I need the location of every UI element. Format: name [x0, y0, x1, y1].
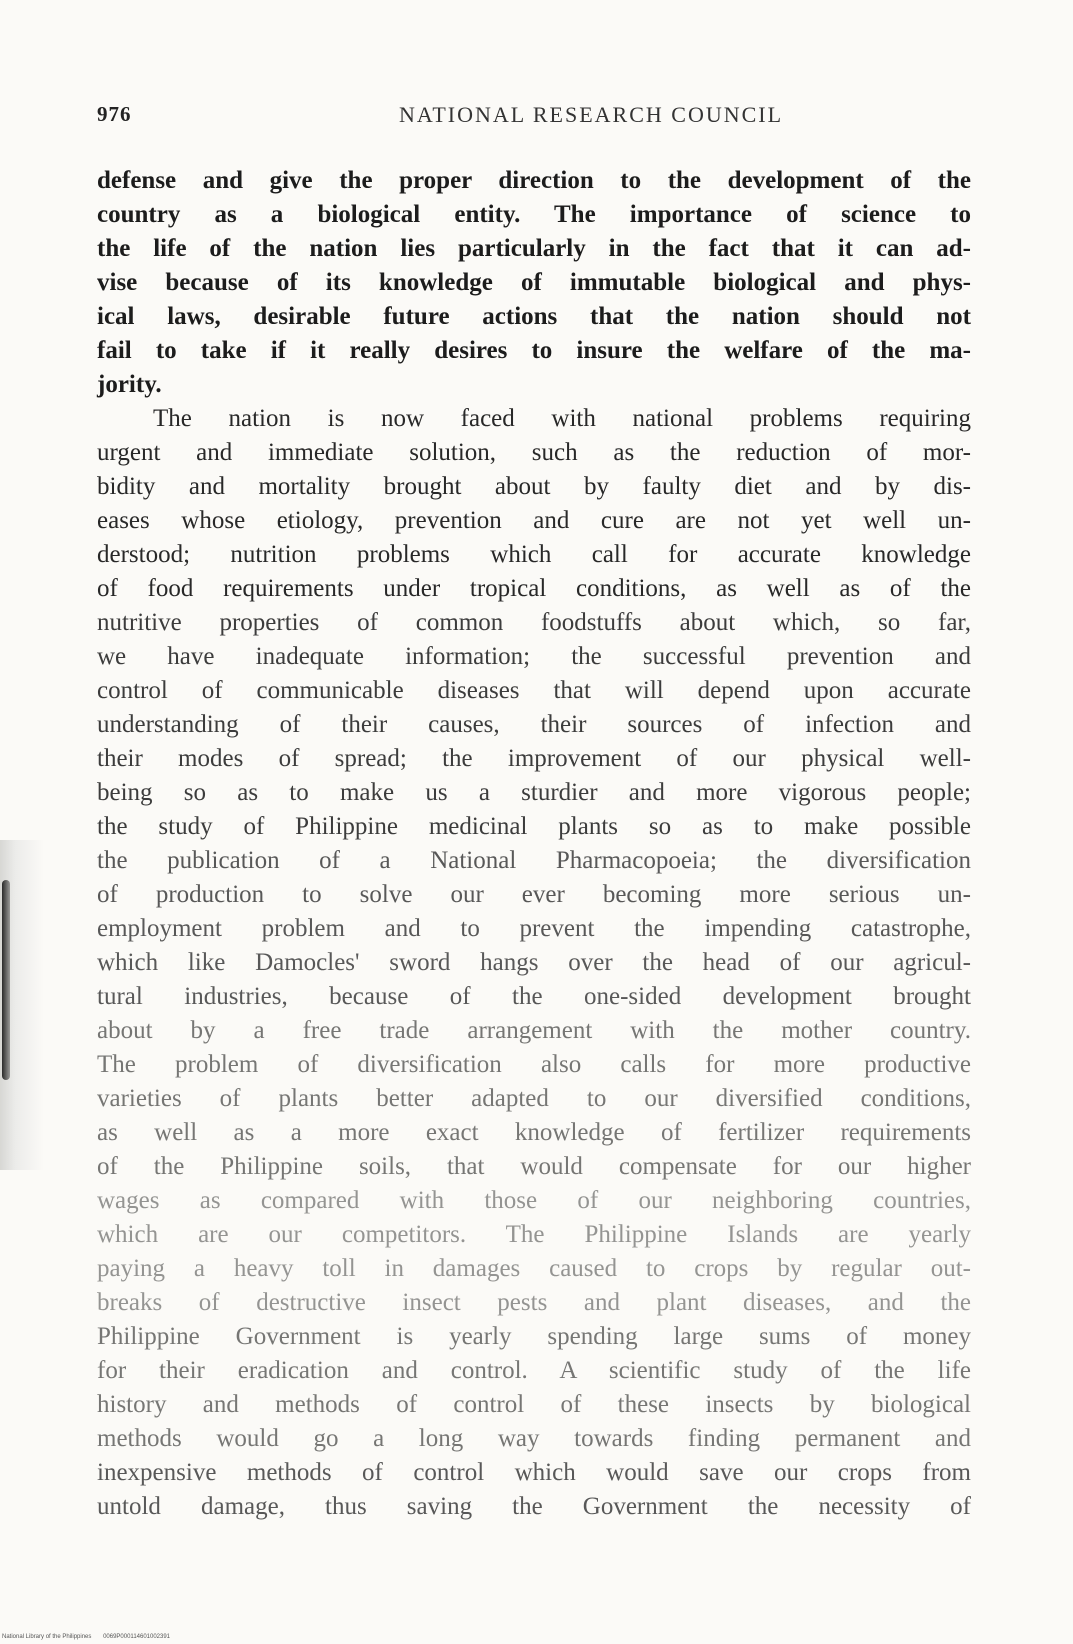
text-line: of the Philippine soils, that would compensate for our higher [97, 1153, 971, 1180]
text-line: of production to solve our ever becoming more serious un- [97, 881, 971, 908]
text-line: eases whose etiology, prevention and cure are not yet well un- [97, 507, 971, 534]
text-line: defense and give the proper direction to the development of the [97, 167, 971, 194]
text-line: untold damage, thus saving the Government the necessity of [97, 1493, 971, 1520]
text-line: the life of the nation lies particularly in the fact that it can ad- [97, 235, 971, 262]
text-line: which are our competitors. The Philippine Islands are yearly [97, 1221, 971, 1248]
text-line: methods would go a long way towards finding permanent and [97, 1425, 971, 1452]
footer-institution: National Library of the Philippines [2, 1634, 92, 1640]
text-line: paying a heavy toll in damages caused to crops by regular out- [97, 1255, 971, 1282]
text-line: about by a free trade arrangement with the mother country. [97, 1017, 971, 1044]
text-line: The nation is now faced with national problems requiring [153, 405, 971, 432]
page-header [97, 102, 969, 132]
text-line: tural industries, because of the one-sided development brought [97, 983, 971, 1010]
text-line: the study of Philippine medicinal plants so as to make possible [97, 813, 971, 840]
text-line: bidity and mortality brought about by faulty diet and by dis- [97, 473, 971, 500]
text-line: vise because of its knowledge of immutable biological and phys- [97, 269, 971, 296]
text-line: for their eradication and control. A scientific study of the life [97, 1357, 971, 1384]
text-line: which like Damocles' sword hangs over the head of our agricul- [97, 949, 971, 976]
text-line: their modes of spread; the improvement of our physical well- [97, 745, 971, 772]
text-line: as well as a more exact knowledge of fertilizer requirements [97, 1119, 971, 1146]
scan-footer [2, 1634, 180, 1640]
text-line: jority. [97, 371, 162, 398]
text-line: varieties of plants better adapted to our diversified conditions, [97, 1085, 971, 1112]
text-line: urgent and immediate solution, such as the reduction of mor- [97, 439, 971, 466]
text-line: control of communicable diseases that will depend upon accurate [97, 677, 971, 704]
footer-reference: 0069P000114601002391 [103, 1634, 171, 1640]
text-line: fail to take if it really desires to insure the welfare of the ma- [97, 337, 971, 364]
text-line: country as a biological entity. The importance of science to [97, 201, 971, 228]
text-line: inexpensive methods of control which would save our crops from [97, 1459, 971, 1486]
binding-edge-mark [2, 880, 10, 1080]
text-line: being so as to make us a sturdier and more vigorous people; [97, 779, 971, 806]
text-line: breaks of destructive insect pests and plant diseases, and the [97, 1289, 971, 1316]
text-line: we have inadequate information; the successful prevention and [97, 643, 971, 670]
page-number: 976 [97, 102, 132, 126]
text-line: Philippine Government is yearly spending large sums of money [97, 1323, 971, 1350]
text-line: ical laws, desirable future actions that the nation should not [97, 303, 971, 330]
text-line: The problem of diversification also calls for more productive [97, 1051, 971, 1078]
text-line: derstood; nutrition problems which call for accurate knowledge [97, 541, 971, 568]
text-line: of food requirements under tropical conditions, as well as of the [97, 575, 971, 602]
body-text [97, 164, 971, 1524]
text-line: the publication of a National Pharmacopoeia; the diversification [97, 847, 971, 874]
text-line: nutritive properties of common foodstuffs about which, so far, [97, 609, 971, 636]
text-line: understanding of their causes, their sources of infection and [97, 711, 971, 738]
text-line: history and methods of control of these insects by biological [97, 1391, 971, 1418]
running-head: NATIONAL RESEARCH COUNCIL [399, 102, 784, 127]
text-line: wages as compared with those of our neighboring countries, [97, 1187, 971, 1214]
text-line: employment problem and to prevent the impending catastrophe, [97, 915, 971, 942]
